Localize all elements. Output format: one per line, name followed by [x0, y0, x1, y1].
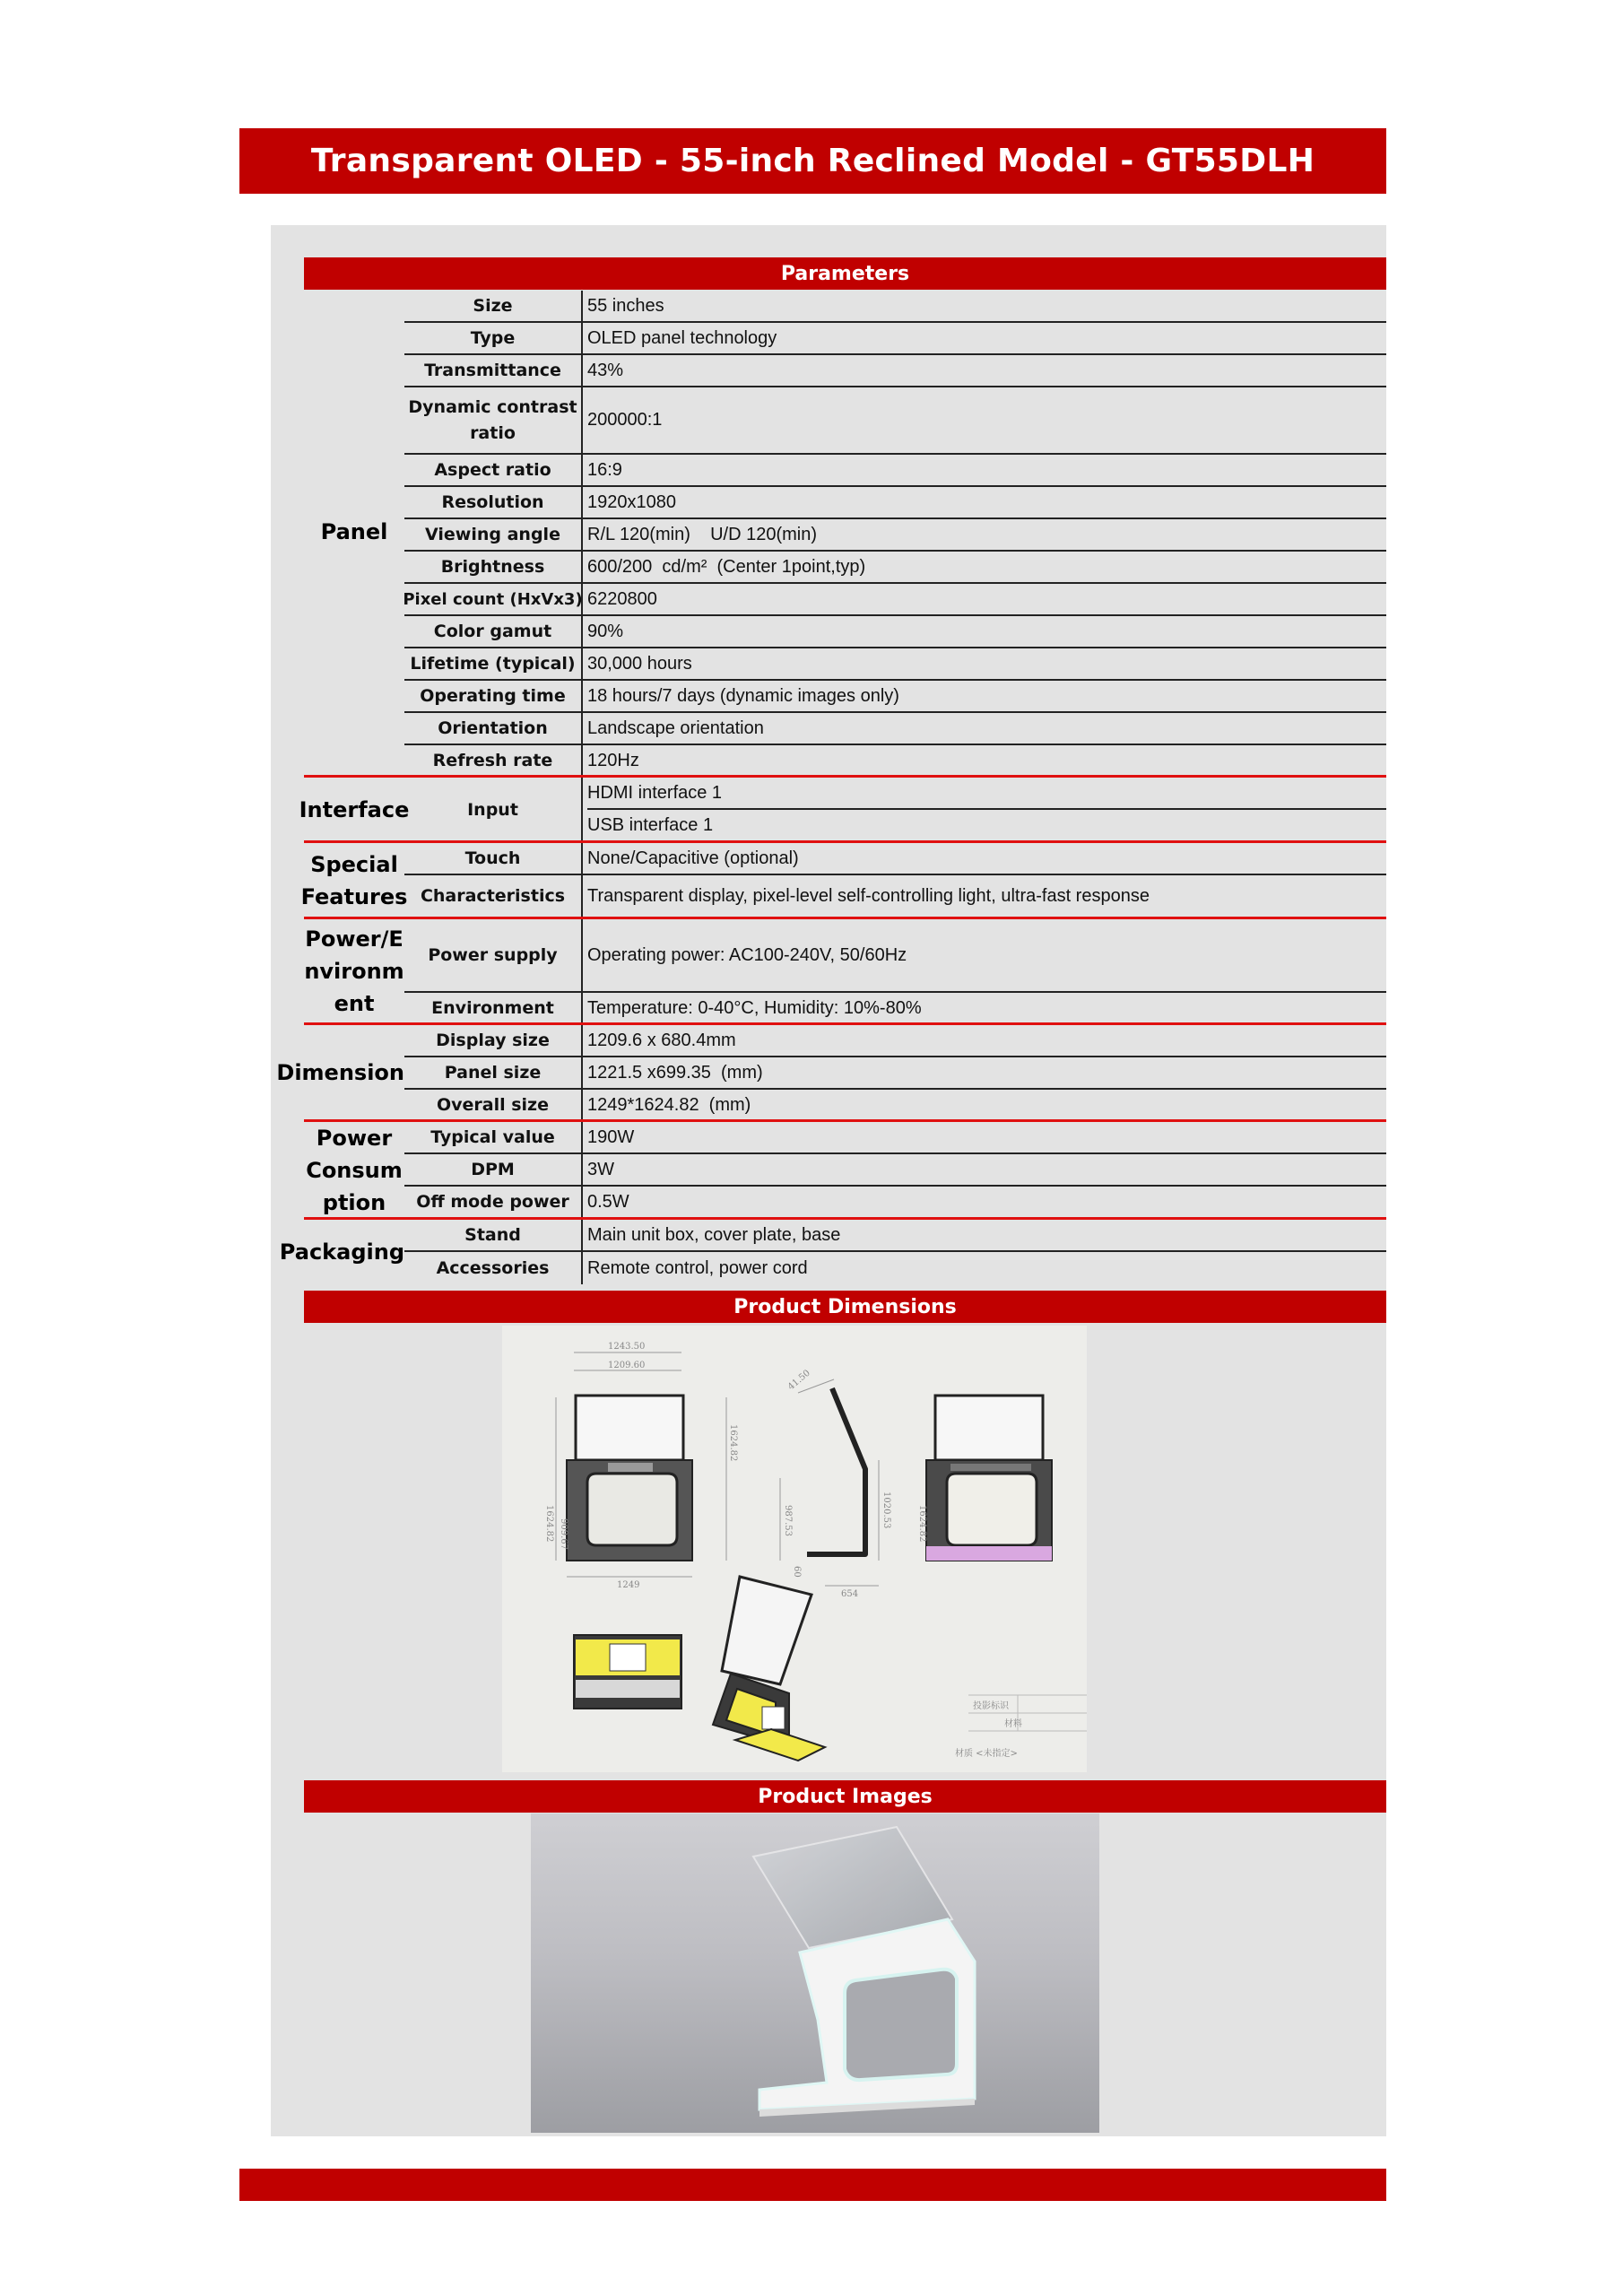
spec-label: Type: [404, 323, 583, 353]
spec-value: R/L 120(min) U/D 120(min): [587, 524, 817, 544]
spec-row-display-size: [404, 1025, 1386, 1057]
spec-label: Orientation: [404, 713, 583, 744]
spec-label: Power supply: [404, 919, 583, 991]
spec-label-input: Input: [404, 778, 583, 842]
product-photo: [531, 1813, 1099, 2133]
spec-row-touch: [404, 843, 1386, 875]
title-block-material-spec: 材质 <未指定>: [955, 1749, 1018, 1759]
spec-value-usb: USB interface 1: [587, 814, 714, 835]
spec-row-brightness: [404, 552, 1386, 584]
spec-value: 0.5W: [587, 1191, 629, 1212]
spec-label: Viewing angle: [404, 519, 583, 550]
dim-right-height: 1624.82: [917, 1505, 927, 1543]
spec-label: DPM: [404, 1154, 583, 1185]
spec-row-contrast: [404, 387, 1386, 455]
spec-value: 16:9: [587, 459, 622, 480]
spec-value: 1209.6 x 680.4mm: [587, 1030, 736, 1050]
category-packaging: Packaging: [279, 1239, 404, 1265]
spec-value: Transparent display, pixel-level self-controlling light, ultra-fast response: [587, 885, 1150, 906]
dim-overall-width: 1243.50: [608, 1342, 646, 1352]
spec-row-stand: [404, 1220, 1386, 1252]
spec-value: 90%: [587, 621, 624, 641]
spec-value: 1221.5 x699.35 (mm): [587, 1062, 763, 1083]
spec-value: Temperature: 0-40°C, Humidity: 10%-80%: [587, 997, 922, 1018]
spec-row-size: [404, 291, 1386, 323]
spec-value: 200000:1: [587, 410, 663, 430]
dim-side-height-1: 987.53: [783, 1505, 793, 1536]
spec-label: Dynamic contrast ratio: [404, 387, 583, 453]
spec-row-viewing: [404, 519, 1386, 552]
spec-label: Environment: [404, 993, 583, 1023]
category-dimension: Dimension: [276, 1059, 404, 1085]
dim-side-height-2: 1020.53: [881, 1492, 891, 1529]
dim-display-width: 1209.60: [608, 1361, 646, 1370]
spec-label: Resolution: [404, 487, 583, 517]
spec-value: Remote control, power cord: [587, 1257, 808, 1278]
spec-row-orientation: [404, 713, 1386, 745]
title-block-projection: 投影标识: [973, 1701, 1009, 1711]
spec-label: Off mode power: [404, 1187, 583, 1217]
spec-value: 6220800: [587, 588, 657, 609]
spec-label: Pixel count (HxVx3): [404, 584, 583, 614]
spec-value-hdmi: HDMI interface 1: [587, 778, 1386, 810]
spec-label: Display size: [404, 1025, 583, 1056]
spec-row-typical: [404, 1122, 1386, 1154]
spec-label: Typical value: [404, 1122, 583, 1152]
spec-value: 1249*1624.82 (mm): [587, 1094, 751, 1115]
technical-drawing: [502, 1326, 1087, 1772]
spec-row-power-supply: [404, 919, 1386, 993]
category-panel: Panel: [320, 518, 388, 544]
spec-value: 43%: [587, 360, 624, 380]
spec-row-lifetime: [404, 648, 1386, 681]
spec-value: 18 hours/7 days (dynamic images only): [587, 685, 899, 706]
title-block-material: 材料: [1004, 1719, 1022, 1729]
dim-side-foot: 654: [841, 1589, 859, 1599]
footer-bar: [239, 2169, 1386, 2201]
category-power-environment: Power/E nvironm ent: [304, 926, 404, 1016]
product-images-header: Product Images: [304, 1780, 1386, 1813]
dim-inner-height: 909.67: [559, 1518, 568, 1550]
spec-value: OLED panel technology: [587, 327, 777, 348]
spec-value: None/Capacitive (optional): [587, 848, 799, 868]
parameters-header: Parameters: [304, 257, 1386, 290]
dim-left-height: 1624.82: [544, 1505, 554, 1543]
spec-label: Touch: [404, 843, 583, 874]
spec-value: Landscape orientation: [587, 718, 764, 738]
spec-row-aspect: [404, 455, 1386, 487]
dim-overall-height: 1624.82: [728, 1424, 738, 1462]
page-title: Transparent OLED - 55-inch Reclined Model - GT55DLH: [239, 128, 1386, 194]
dim-side-small: 60: [792, 1566, 802, 1578]
spec-label: Panel size: [404, 1057, 583, 1088]
spec-label: Brightness: [404, 552, 583, 582]
spec-label: Overall size: [404, 1090, 583, 1120]
spec-label: Transmittance: [404, 355, 583, 386]
spec-value: 30,000 hours: [587, 653, 692, 674]
spec-row-panel-size: [404, 1057, 1386, 1090]
spec-label: Operating time: [404, 681, 583, 711]
dim-base-width: 1249: [617, 1580, 640, 1590]
spec-row-transmittance: [404, 355, 1386, 387]
spec-row-gamut: [404, 616, 1386, 648]
spec-value: Operating power: AC100-240V, 50/60Hz: [587, 944, 907, 965]
spec-row-dpm: [404, 1154, 1386, 1187]
category-power-consumption: Power Consum ption: [306, 1126, 403, 1215]
spec-row-resolution: [404, 487, 1386, 519]
spec-value: 1920x1080: [587, 491, 676, 512]
spec-label: Lifetime (typical): [404, 648, 583, 679]
spec-value: 120Hz: [587, 750, 639, 770]
spec-value: 190W: [587, 1126, 635, 1147]
spec-row-overall-size: [404, 1090, 1386, 1120]
spec-row-refresh: [404, 745, 1386, 776]
spec-row-type: [404, 323, 1386, 355]
spec-label: Color gamut: [404, 616, 583, 647]
spec-label: Characteristics: [404, 875, 583, 917]
spec-label: Size: [404, 291, 583, 321]
category-special-features: Special Features: [300, 851, 408, 909]
spec-value: 55 inches: [587, 295, 664, 316]
spec-label: Refresh rate: [404, 745, 583, 776]
spec-row-environment: [404, 993, 1386, 1023]
dim-angle: 41.50: [785, 1368, 812, 1393]
spec-label: Stand: [404, 1220, 583, 1250]
spec-value: 600/200 cd/m² (Center 1point,typ): [587, 556, 866, 577]
spec-row-characteristics: [404, 875, 1386, 917]
spec-row-pixel-count: [404, 584, 1386, 616]
spec-value: 3W: [587, 1159, 614, 1179]
category-interface: Interface: [299, 797, 410, 822]
spec-value: Main unit box, cover plate, base: [587, 1224, 841, 1245]
spec-row-off-mode: [404, 1187, 1386, 1217]
spec-row-operating: [404, 681, 1386, 713]
product-dimensions-header: Product Dimensions: [304, 1291, 1386, 1323]
spec-row-accessories: [404, 1252, 1386, 1284]
spec-label: Aspect ratio: [404, 455, 583, 485]
spec-label: Accessories: [404, 1252, 583, 1284]
